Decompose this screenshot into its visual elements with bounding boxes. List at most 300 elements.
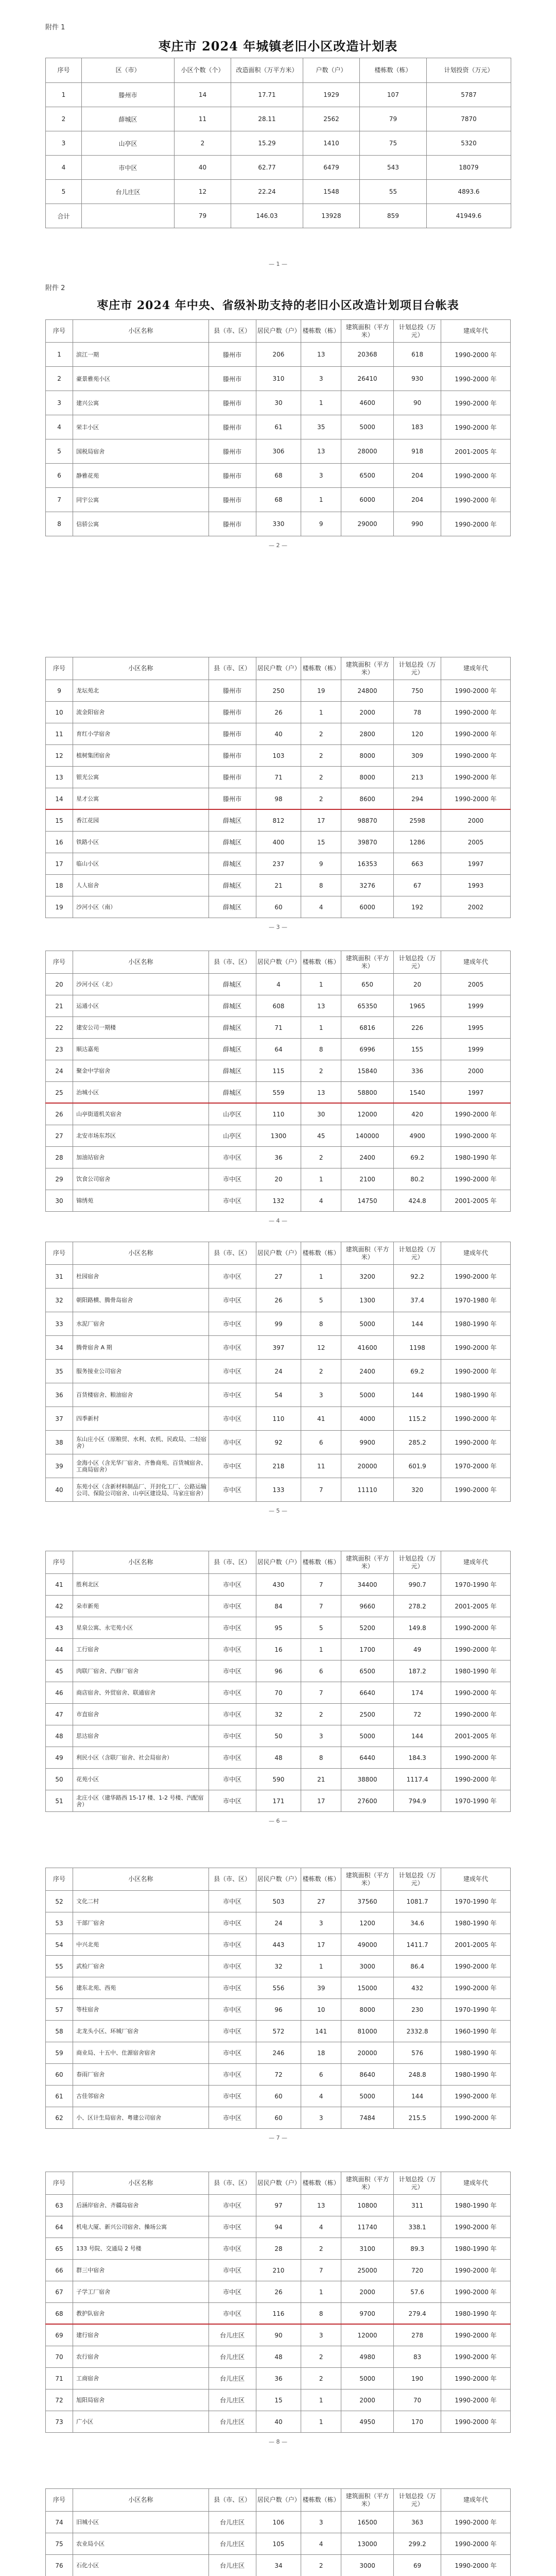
table-cell: 市中区 xyxy=(208,1147,256,1168)
table-cell: 1990-2000 年 xyxy=(441,391,511,415)
table-cell: 28.11 xyxy=(231,107,303,131)
page-number: — 1 — xyxy=(269,261,287,267)
column-header: 县（市、区） xyxy=(208,2172,256,2195)
table-cell: 12 xyxy=(46,745,73,767)
table-cell: 1990-2000 年 xyxy=(441,2533,511,2555)
table-cell: 299.2 xyxy=(394,2533,441,2555)
table-cell: 3 xyxy=(301,464,341,488)
table-cell: 1990-2000 年 xyxy=(441,2368,511,2389)
red-divider-line xyxy=(45,2324,511,2325)
table-row xyxy=(46,745,511,767)
table-cell: 62.77 xyxy=(231,156,303,180)
table-row xyxy=(46,464,511,488)
table-cell: 市中区 xyxy=(208,2107,256,2129)
community-name-cell: 香江花园 xyxy=(73,810,209,832)
community-name-cell: 荣丰小区 xyxy=(73,415,209,439)
table-cell: 44 xyxy=(46,1639,73,1660)
table-row xyxy=(46,1454,511,1478)
table-cell: 103 xyxy=(256,745,301,767)
community-name-cell: 子学工厂宿舍 xyxy=(73,2281,209,2303)
community-name-cell: 沙河小区（南） xyxy=(73,896,209,918)
table-cell: 薛城区 xyxy=(82,107,175,131)
column-header: 居民户数（户） xyxy=(256,2489,301,2512)
table-cell: 6000 xyxy=(341,896,394,918)
community-name-cell: 四季新村 xyxy=(73,1407,209,1431)
table-cell: 171 xyxy=(256,1790,301,1812)
table-cell: 18 xyxy=(301,2042,341,2064)
table-cell: 1200 xyxy=(341,1912,394,1934)
community-name-cell: 工商宿舍 xyxy=(73,2368,209,2389)
community-name-cell: 饮食公司宿舍 xyxy=(73,1168,209,1190)
table-cell: 市中区 xyxy=(208,2042,256,2064)
table-row xyxy=(46,391,511,415)
table-row xyxy=(46,1478,511,1502)
community-name-cell: 旭阳局宿舍 xyxy=(73,2389,209,2411)
ledger-table-title: 枣庄市 2024 年中央、省级补助支持的老旧小区改造计划项目台帐表 xyxy=(97,299,459,312)
table-cell: 74 xyxy=(46,2512,73,2533)
community-name-cell: 北庄小区（建华路西 15-17 楼、1-2 号楼、汽配宿舍） xyxy=(73,1790,209,1812)
table-row xyxy=(46,1407,511,1431)
table-cell: 2005 xyxy=(441,832,511,853)
table-cell: 1990-2000 年 xyxy=(441,1431,511,1454)
table-cell: 1990-2000 年 xyxy=(441,2216,511,2238)
column-header: 计划总投（万元） xyxy=(394,2172,441,2195)
table-cell: 市中区 xyxy=(208,2238,256,2260)
table-row xyxy=(46,2238,511,2260)
table-cell: 薛城区 xyxy=(208,832,256,853)
table-cell: 794.9 xyxy=(394,1790,441,1812)
column-header: 楼栋数（栋） xyxy=(301,2489,341,2512)
page-number: — 4 — xyxy=(269,1217,287,1224)
table-cell: 34 xyxy=(46,1336,73,1360)
table-cell: 1990-2000 年 xyxy=(441,415,511,439)
table-row xyxy=(46,1682,511,1704)
table-cell: 1990-2000 年 xyxy=(441,1407,511,1431)
plan-table-title: 枣庄市 2024 年城镇老旧小区改造计划表 xyxy=(158,39,398,54)
table-cell: 40 xyxy=(256,2411,301,2433)
table-cell: 59 xyxy=(46,2042,73,2064)
table-cell: 滕州市 xyxy=(208,767,256,788)
table-cell: 33 xyxy=(46,1312,73,1336)
table-cell: 64 xyxy=(256,1039,301,1060)
table-row xyxy=(46,1336,511,1360)
table-cell: 1 xyxy=(46,83,82,107)
table-cell: 230 xyxy=(394,1999,441,2021)
table-cell: 576 xyxy=(394,2042,441,2064)
table-cell: 1990-2000 年 xyxy=(441,1682,511,1704)
column-header: 县（市、区） xyxy=(208,320,256,343)
table-cell: 9700 xyxy=(341,2303,394,2325)
table-row xyxy=(46,702,511,723)
table-cell: 8 xyxy=(301,1312,341,1336)
column-header: 居民户数（户） xyxy=(256,1868,301,1891)
table-cell: 285.2 xyxy=(394,1431,441,1454)
community-name-cell: 武检厂宿舍 xyxy=(73,1956,209,1977)
table-cell: 薛城区 xyxy=(208,974,256,995)
table-cell: 48 xyxy=(256,1747,301,1769)
table-cell: 市中区 xyxy=(208,1977,256,1999)
table-cell: 市中区 xyxy=(208,1999,256,2021)
table-cell: 71 xyxy=(46,2368,73,2389)
table-cell: 320 xyxy=(394,1478,441,1502)
table-cell: 2400 xyxy=(341,1147,394,1168)
table-cell: 2 xyxy=(301,745,341,767)
table-cell: 95 xyxy=(256,1617,301,1639)
table-cell: 7 xyxy=(301,1478,341,1502)
table-cell: 滕州市 xyxy=(208,391,256,415)
table-cell: 2000 xyxy=(341,2281,394,2303)
table-cell: 5000 xyxy=(341,1725,394,1747)
ledger-table xyxy=(45,951,511,1212)
table-cell: 503 xyxy=(256,1891,301,1912)
table-cell: 61 xyxy=(256,415,301,439)
table-cell: 1990-2000 年 xyxy=(441,2555,511,2576)
table-cell: 41949.6 xyxy=(427,204,511,228)
ledger-table xyxy=(45,2488,511,2576)
table-row xyxy=(46,2303,511,2325)
table-cell: 618 xyxy=(394,343,441,367)
table-row xyxy=(46,2064,511,2086)
table-cell: 市中区 xyxy=(82,156,175,180)
table-cell: 市中区 xyxy=(208,1682,256,1704)
table-cell: 滕州市 xyxy=(208,488,256,512)
table-cell: 20000 xyxy=(341,2042,394,2064)
table-cell: 35 xyxy=(46,1360,73,1383)
table-cell: 1990-2000 年 xyxy=(441,2086,511,2107)
table-cell: 16 xyxy=(46,832,73,853)
table-cell: 2 xyxy=(301,788,341,810)
community-name-cell: 植树集团宿舍 xyxy=(73,745,209,767)
table-row xyxy=(46,107,511,131)
table-cell: 滕州市 xyxy=(208,415,256,439)
table-cell: 滕州市 xyxy=(82,83,175,107)
table-cell: 13 xyxy=(46,767,73,788)
table-cell: 1990-2000 年 xyxy=(441,1617,511,1639)
table-cell: 市中区 xyxy=(208,1704,256,1725)
ledger-table xyxy=(45,1868,511,2129)
table-cell: 115.2 xyxy=(394,1407,441,1431)
table-cell: 1990-2000 年 xyxy=(441,1977,511,1999)
column-header: 序号 xyxy=(46,320,73,343)
table-row xyxy=(46,2086,511,2107)
table-cell: 590 xyxy=(256,1769,301,1790)
table-cell: 25000 xyxy=(341,2260,394,2281)
table-cell: 薛城区 xyxy=(208,1082,256,1104)
table-cell: 滕州市 xyxy=(208,745,256,767)
annex-label: 附件 2 xyxy=(45,284,65,292)
table-cell: 11 xyxy=(175,107,231,131)
community-name-cell: 同宇公寓 xyxy=(73,488,209,512)
table-cell: 9 xyxy=(301,512,341,536)
header-row xyxy=(46,2172,511,2195)
table-cell: 69.2 xyxy=(394,1360,441,1383)
table-cell: 市中区 xyxy=(208,1168,256,1190)
table-row xyxy=(46,1147,511,1168)
table-cell: 市中区 xyxy=(208,1407,256,1431)
table-cell: 48 xyxy=(46,1725,73,1747)
table-cell: 8640 xyxy=(341,2064,394,2086)
table-cell: 107 xyxy=(360,83,427,107)
table-cell: 21 xyxy=(256,875,301,896)
table-cell: 19 xyxy=(46,896,73,918)
table-cell: 2001-2005 年 xyxy=(441,439,511,464)
table-cell: 37560 xyxy=(341,1891,394,1912)
table-cell: 28 xyxy=(256,2238,301,2260)
table-cell: 443 xyxy=(256,1934,301,1956)
table-cell: 237 xyxy=(256,853,301,875)
table-cell: 10 xyxy=(301,1999,341,2021)
table-cell: 27600 xyxy=(341,1790,394,1812)
table-cell: 50 xyxy=(256,1725,301,1747)
table-row xyxy=(46,2389,511,2411)
table-cell: 24 xyxy=(256,1912,301,1934)
table-cell: 15 xyxy=(301,832,341,853)
table-row xyxy=(46,2260,511,2281)
table-cell: 81000 xyxy=(341,2021,394,2042)
table-cell: 69 xyxy=(46,2325,73,2346)
table-cell: 29 xyxy=(46,1168,73,1190)
table-row xyxy=(46,896,511,918)
table-cell: 8000 xyxy=(341,745,394,767)
table-cell: 7 xyxy=(301,1596,341,1617)
table-cell: 94 xyxy=(256,2216,301,2238)
table-cell: 1990-2000 年 xyxy=(441,1769,511,1790)
page-number: — 6 — xyxy=(269,1818,287,1824)
community-name-cell: 腾骨宿舍 A 期 xyxy=(73,1336,209,1360)
header-row xyxy=(46,951,511,974)
table-cell: 4 xyxy=(301,1190,341,1212)
table-cell: 2000 xyxy=(441,1060,511,1082)
table-cell: 26 xyxy=(256,702,301,723)
table-cell: 132 xyxy=(256,1190,301,1212)
table-cell: 2 xyxy=(301,767,341,788)
table-cell: 6 xyxy=(301,2064,341,2086)
table-cell: 6500 xyxy=(341,1660,394,1682)
table-cell: 11 xyxy=(46,723,73,745)
table-cell: 1990-2000 年 xyxy=(441,1265,511,1289)
table-cell: 89.3 xyxy=(394,2238,441,2260)
table-cell: 184.3 xyxy=(394,1747,441,1769)
table-cell: 滕州市 xyxy=(208,702,256,723)
table-cell: 13000 xyxy=(341,2533,394,2555)
table-cell: 1 xyxy=(301,2411,341,2433)
column-header: 计划投资（万元） xyxy=(427,58,511,83)
table-cell: 6816 xyxy=(341,1017,394,1039)
table-cell: 215.5 xyxy=(394,2107,441,2129)
community-name-cell: 服务接业公司宿舍 xyxy=(73,1360,209,1383)
table-cell: 1970-1990 年 xyxy=(441,1999,511,2021)
table-cell: 30 xyxy=(301,1104,341,1125)
table-cell: 1980-1990 年 xyxy=(441,1912,511,1934)
table-cell: 49000 xyxy=(341,1934,394,1956)
column-header: 县（市、区） xyxy=(208,951,256,974)
header-row xyxy=(46,320,511,343)
table-cell: 79 xyxy=(360,107,427,131)
table-cell: 市中区 xyxy=(208,1574,256,1596)
table-cell: 192 xyxy=(394,896,441,918)
column-header: 楼栋数（栋） xyxy=(301,657,341,680)
table-cell: 4600 xyxy=(341,391,394,415)
table-cell: 55 xyxy=(360,180,427,204)
community-name-cell: 胜利北区 xyxy=(73,1574,209,1596)
summary-plan-table xyxy=(45,58,511,228)
table-cell: 滕州市 xyxy=(208,343,256,367)
table-cell: 1990-2000 年 xyxy=(441,343,511,367)
table-cell: 22 xyxy=(46,1017,73,1039)
community-name-cell: 商店宿舍、外贸宿舍、联通宿舍 xyxy=(73,1682,209,1704)
table-cell: 市中区 xyxy=(208,1289,256,1312)
table-cell: 26410 xyxy=(341,367,394,391)
table-cell: 台儿庄区 xyxy=(208,2555,256,2576)
community-name-cell: 育红小学宿舍 xyxy=(73,723,209,745)
table-cell: 薛城区 xyxy=(208,1039,256,1060)
table-cell: 2 xyxy=(301,2238,341,2260)
table-cell: 72 xyxy=(46,2389,73,2411)
column-header: 计划总投（万元） xyxy=(394,1868,441,1891)
ledger-table xyxy=(45,657,511,918)
table-cell: 2598 xyxy=(394,810,441,832)
table-row xyxy=(46,1017,511,1039)
table-row xyxy=(46,723,511,745)
table-row xyxy=(46,1383,511,1407)
table-row xyxy=(46,2368,511,2389)
column-header: 序号 xyxy=(46,58,82,83)
table-cell: 20 xyxy=(394,974,441,995)
table-cell: 1700 xyxy=(341,1639,394,1660)
table-cell: 2 xyxy=(301,1060,341,1082)
table-cell: 市中区 xyxy=(208,1265,256,1289)
table-cell: 7 xyxy=(301,1574,341,1596)
table-cell: 97 xyxy=(256,2195,301,2216)
table-cell: 2 xyxy=(301,723,341,745)
table-cell: 1990-2000 年 xyxy=(441,1360,511,1383)
community-name-cell: 东苑小区（含新材料制品厂、开封化工厂、公路运输公司、保险公司宿舍、山亭区建设局、马家庄宿舍） xyxy=(73,1478,209,1502)
table-cell: 1990-2000 年 xyxy=(441,702,511,723)
column-header: 居民户数（户） xyxy=(256,320,301,343)
column-header: 序号 xyxy=(46,2172,73,2195)
column-header: 建筑面积（平方米） xyxy=(341,1868,394,1891)
table-cell: 4 xyxy=(301,2216,341,2238)
table-cell: 70 xyxy=(256,1682,301,1704)
table-cell: 市中区 xyxy=(208,2303,256,2325)
table-cell: 543 xyxy=(360,156,427,180)
table-cell: 9900 xyxy=(341,1431,394,1454)
table-cell: 750 xyxy=(394,680,441,702)
table-row xyxy=(46,2195,511,2216)
column-header: 居民户数（户） xyxy=(256,1551,301,1574)
table-cell: 50 xyxy=(46,1769,73,1790)
table-cell: 台儿庄区 xyxy=(208,2368,256,2389)
table-cell: 1990-2000 年 xyxy=(441,2389,511,2411)
column-header: 楼栋数（栋） xyxy=(301,2172,341,2195)
table-cell: 山亭区 xyxy=(208,1125,256,1147)
table-cell: 12000 xyxy=(341,1104,394,1125)
community-name-cell: 春雨厂宿舍 xyxy=(73,2064,209,2086)
column-header: 楼栋数（栋） xyxy=(360,58,427,83)
table-cell: 20368 xyxy=(341,343,394,367)
table-cell: 25 xyxy=(46,1082,73,1104)
table-cell: 24 xyxy=(256,1360,301,1383)
table-cell: 61 xyxy=(46,2086,73,2107)
table-row xyxy=(46,1060,511,1082)
table-cell: 397 xyxy=(256,1336,301,1360)
table-cell: 63 xyxy=(46,2195,73,2216)
table-cell: 4 xyxy=(256,974,301,995)
page-number: — 5 — xyxy=(269,1507,287,1514)
table-cell: 3 xyxy=(301,1383,341,1407)
table-cell: 15000 xyxy=(341,1977,394,1999)
table-cell: 69 xyxy=(394,2555,441,2576)
table-cell: 32 xyxy=(46,1289,73,1312)
table-cell: 13 xyxy=(301,2195,341,2216)
community-name-cell: 星才公寓 xyxy=(73,788,209,810)
table-cell: 572 xyxy=(256,2021,301,2042)
table-cell: 1990-2000 年 xyxy=(441,680,511,702)
table-cell: 13 xyxy=(301,439,341,464)
table-cell: 31 xyxy=(46,1265,73,1289)
table-cell: 台儿庄区 xyxy=(208,2533,256,2555)
table-row xyxy=(46,853,511,875)
table-cell: 6 xyxy=(301,1431,341,1454)
table-cell: 山亭区 xyxy=(82,131,175,156)
table-cell: 1965 xyxy=(394,995,441,1017)
table-cell: 6000 xyxy=(341,488,394,512)
table-cell: 559 xyxy=(256,1082,301,1104)
table-row xyxy=(46,1660,511,1682)
table-cell: 16353 xyxy=(341,853,394,875)
column-header: 小区个数（个） xyxy=(175,58,231,83)
table-cell: 4 xyxy=(301,896,341,918)
table-cell: 330 xyxy=(256,512,301,536)
column-header: 建筑面积（平方米） xyxy=(341,1242,394,1265)
table-cell: 1 xyxy=(301,702,341,723)
table-row xyxy=(46,1977,511,1999)
table-row xyxy=(46,1265,511,1289)
table-cell: 71 xyxy=(256,1017,301,1039)
table-row xyxy=(46,2325,511,2346)
table-cell: 336 xyxy=(394,1060,441,1082)
table-cell: 2 xyxy=(175,131,231,156)
table-cell: 13 xyxy=(301,1082,341,1104)
table-cell: 170 xyxy=(394,2411,441,2433)
table-cell: 47 xyxy=(46,1704,73,1725)
table-cell: 57 xyxy=(46,1999,73,2021)
table-cell: 601.9 xyxy=(394,1454,441,1478)
table-cell: 市中区 xyxy=(208,1431,256,1454)
community-name-cell: 流金阳宿舍 xyxy=(73,702,209,723)
table-cell: 1 xyxy=(46,343,73,367)
table-cell: 41 xyxy=(301,1407,341,1431)
total-row xyxy=(46,204,511,228)
header-row xyxy=(46,1551,511,1574)
table-cell: 1990-2000 年 xyxy=(441,767,511,788)
table-cell: 1990-2000 年 xyxy=(441,723,511,745)
table-cell: 187.2 xyxy=(394,1660,441,1682)
column-header: 建筑面积（平方米） xyxy=(341,2489,394,2512)
table-row xyxy=(46,180,511,204)
table-cell: 17 xyxy=(46,853,73,875)
table-cell: 市中区 xyxy=(208,2086,256,2107)
table-cell: 5 xyxy=(301,1617,341,1639)
table-cell: 2800 xyxy=(341,723,394,745)
table-cell: 1 xyxy=(301,2389,341,2411)
table-cell: 30 xyxy=(46,1190,73,1212)
table-cell: 90 xyxy=(256,2325,301,2346)
table-cell: 1999 xyxy=(441,995,511,1017)
table-cell: 市中区 xyxy=(208,1336,256,1360)
table-cell: 5 xyxy=(301,1289,341,1312)
table-cell: 226 xyxy=(394,1017,441,1039)
